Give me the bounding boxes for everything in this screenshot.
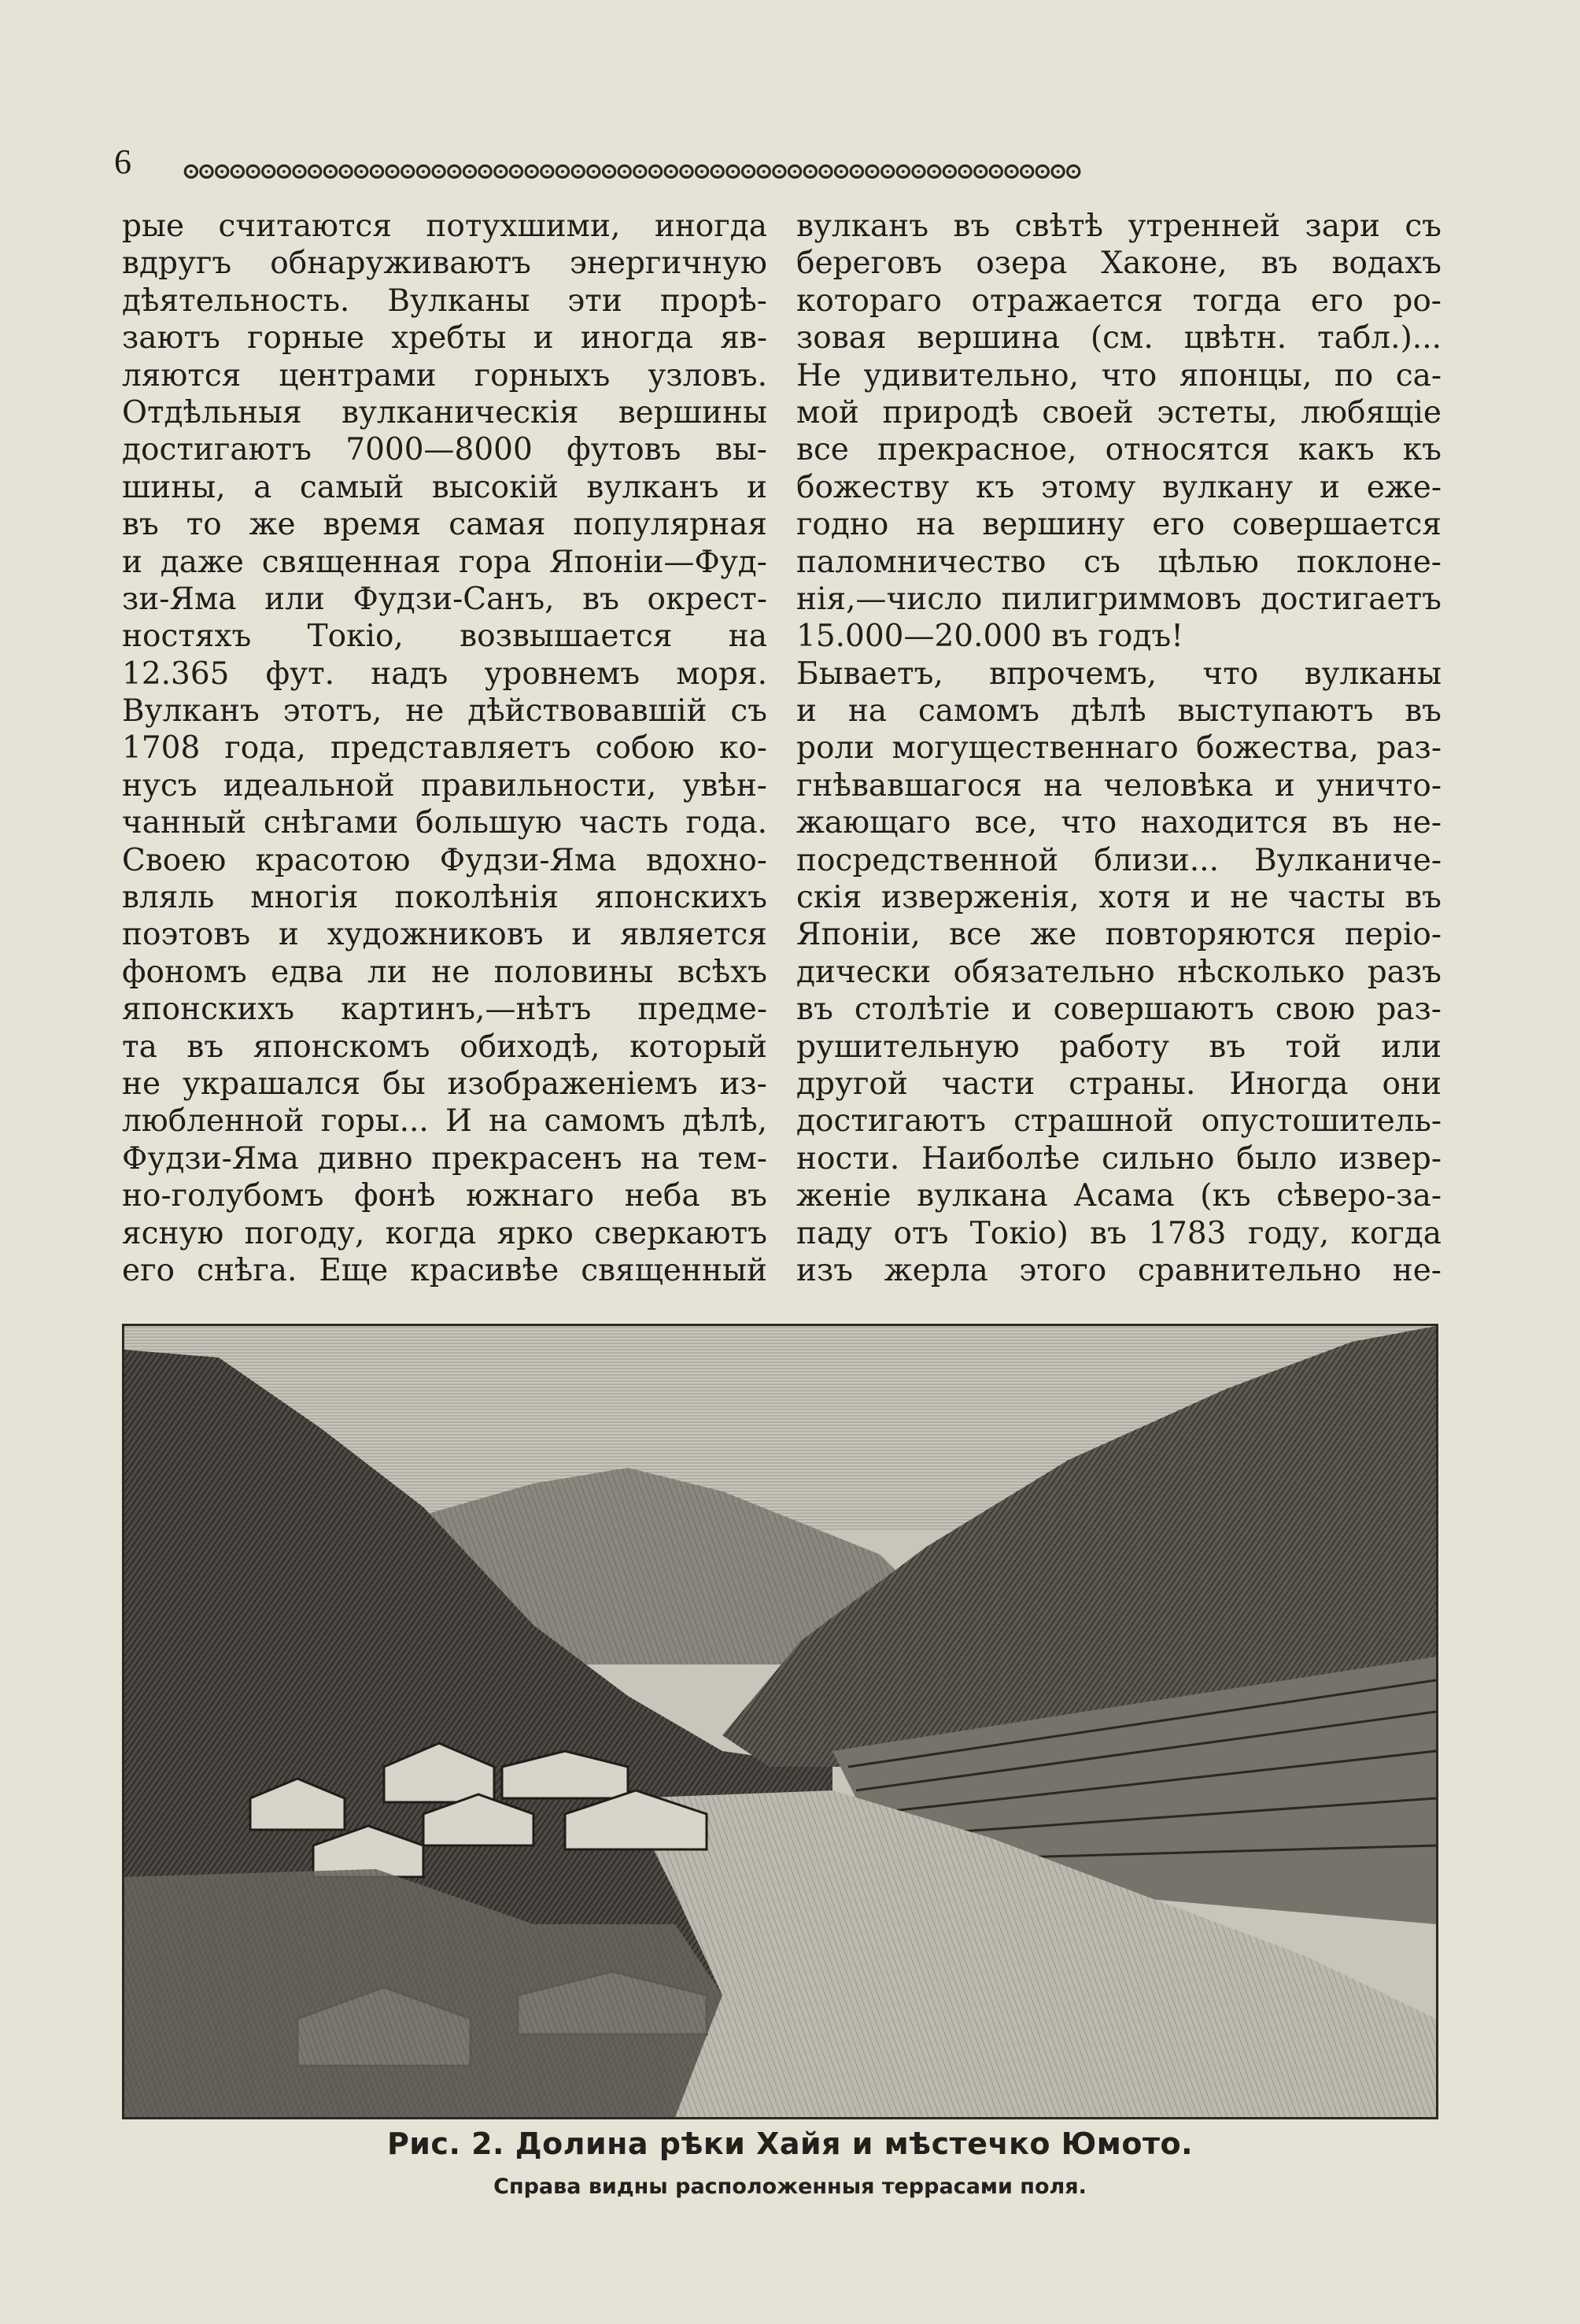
text-line: мой природѣ своей эстеты, любящіе xyxy=(796,394,1442,430)
text-line: чанный снѣгами большую часть года. xyxy=(122,805,767,841)
text-line: годно на вершину его совершается xyxy=(796,507,1442,543)
text-line: поэтовъ и художниковъ и является xyxy=(122,917,767,953)
text-line: нусъ идеальной правильности, увѣн- xyxy=(122,767,767,804)
text-line: дически обязательно нѣсколько разъ xyxy=(796,954,1442,990)
text-line: котораго отражается тогда его ро- xyxy=(796,283,1442,319)
text-line: ясную погоду, когда ярко сверкаютъ xyxy=(122,1215,767,1251)
text-line: гнѣвавшагося на человѣка и уничто- xyxy=(796,767,1442,804)
text-line: та въ японскомъ обиходѣ, который xyxy=(122,1029,767,1065)
text-line: скія изверженія, хотя и не часты въ xyxy=(796,880,1442,916)
text-line: ляются центрами горныхъ узловъ. xyxy=(122,357,767,393)
text-line: вляль многія поколѣнія японскихъ xyxy=(122,880,767,916)
text-line: ностяхъ Токіо, возвышается на xyxy=(122,619,767,655)
text-line: вулканъ въ свѣтѣ утренней зари съ xyxy=(796,209,1442,244)
text-line: не украшался бы изображеніемъ из- xyxy=(122,1066,767,1102)
text-line: Вулканъ этотъ, не дѣйствовавшій съ xyxy=(122,693,767,730)
text-line: Не удивительно, что японцы, по са- xyxy=(796,357,1442,393)
valley-engraving-illustration xyxy=(122,1324,1438,2119)
text-line: въ столѣтіе и совершаютъ свою раз- xyxy=(796,992,1442,1028)
text-line: паломничество съ цѣлью поклоне- xyxy=(796,544,1442,580)
text-line: изъ жерла этого сравнительно не- xyxy=(796,1252,1442,1288)
text-line: 15.000—20.000 въ годъ! xyxy=(796,619,1183,655)
text-line: любленной горы... И на самомъ дѣлѣ, xyxy=(122,1103,767,1140)
text-line: японскихъ картинъ,—нѣтъ предме- xyxy=(122,992,767,1028)
text-line: и даже священная гора Японіи—Фуд- xyxy=(122,544,767,580)
ornamental-rule: ʘʘʘʘʘʘʘʘʘʘʘʘʘʘʘʘʘʘʘʘʘʘʘʘʘʘʘʘʘʘʘʘʘʘʘʘʘʘʘʘʘʘʘʘʘʘʘʘʘʘʘʘʘʘʘʘʘʘ xyxy=(183,154,1081,184)
text-line: Японіи, все же повторяются періо- xyxy=(796,917,1442,953)
text-line: посредственной близи... Вулканиче- xyxy=(796,842,1442,878)
text-line: божеству къ этому вулкану и еже- xyxy=(796,469,1442,505)
text-line: роли могущественнаго божества, раз- xyxy=(796,730,1442,767)
text-line: 1708 года, представляетъ собою ко- xyxy=(122,730,767,767)
text-line: его снѣга. Еще красивѣе священный xyxy=(122,1252,767,1288)
text-line: достигаютъ 7000—8000 футовъ вы- xyxy=(122,432,767,468)
text-line: въ то же время самая популярная xyxy=(122,507,767,543)
text-line: Бываетъ, впрочемъ, что вулканы xyxy=(796,656,1442,692)
text-line: береговъ озера Хаконе, въ водахъ xyxy=(796,246,1442,282)
text-line: 12.365 фут. надъ уровнемъ моря. xyxy=(122,656,767,692)
text-line: нія,—число пилигриммовъ достигаетъ xyxy=(796,581,1442,617)
text-line: шины, а самый высокій вулканъ и xyxy=(122,469,767,505)
text-column-left xyxy=(122,208,767,1289)
text-column-right xyxy=(796,208,1442,1289)
text-line: все прекрасное, относятся какъ къ xyxy=(796,432,1442,468)
text-line: рые считаются потухшими, иногда xyxy=(122,209,767,244)
text-line: ности. Наиболѣе сильно было извер- xyxy=(796,1140,1442,1177)
text-line: зовая вершина (см. цвѣтн. табл.)... xyxy=(796,320,1442,357)
text-line: и на самомъ дѣлѣ выступаютъ въ xyxy=(796,693,1442,730)
page-number: 6 xyxy=(114,142,131,181)
figure-subcaption: Справа видны расположенныя террасами поля. xyxy=(493,2174,1087,2199)
text-line: но-голубомъ фонѣ южнаго неба въ xyxy=(122,1178,767,1214)
text-line: Своею красотою Фудзи-Яма вдохно- xyxy=(122,842,767,878)
text-line: дѣятельность. Вулканы эти прорѣ- xyxy=(122,283,767,319)
text-line: достигаютъ страшной опустошитель- xyxy=(796,1103,1442,1140)
text-line: другой части страны. Иногда они xyxy=(796,1066,1442,1102)
figure-caption: Рис. 2. Долина рѣки Хайя и мѣстечко Юмото. xyxy=(386,2126,1194,2161)
text-line: паду отъ Токіо) въ 1783 году, когда xyxy=(796,1215,1442,1251)
text-line: вдругъ обнаруживаютъ энергичную xyxy=(122,246,767,282)
text-line: фономъ едва ли не половины всѣхъ xyxy=(122,954,767,990)
text-line: жающаго все, что находится въ не- xyxy=(796,805,1442,841)
text-line: Фудзи-Яма дивно прекрасенъ на тем- xyxy=(122,1140,767,1177)
text-line: рушительную работу въ той или xyxy=(796,1029,1442,1065)
text-line: зи-Яма или Фудзи-Санъ, въ окрест- xyxy=(122,581,767,617)
text-line: заютъ горные хребты и иногда яв- xyxy=(122,320,767,357)
text-line: женіе вулкана Асама (къ сѣверо-за- xyxy=(796,1178,1442,1214)
text-line: Отдѣльныя вулканическія вершины xyxy=(122,394,767,430)
